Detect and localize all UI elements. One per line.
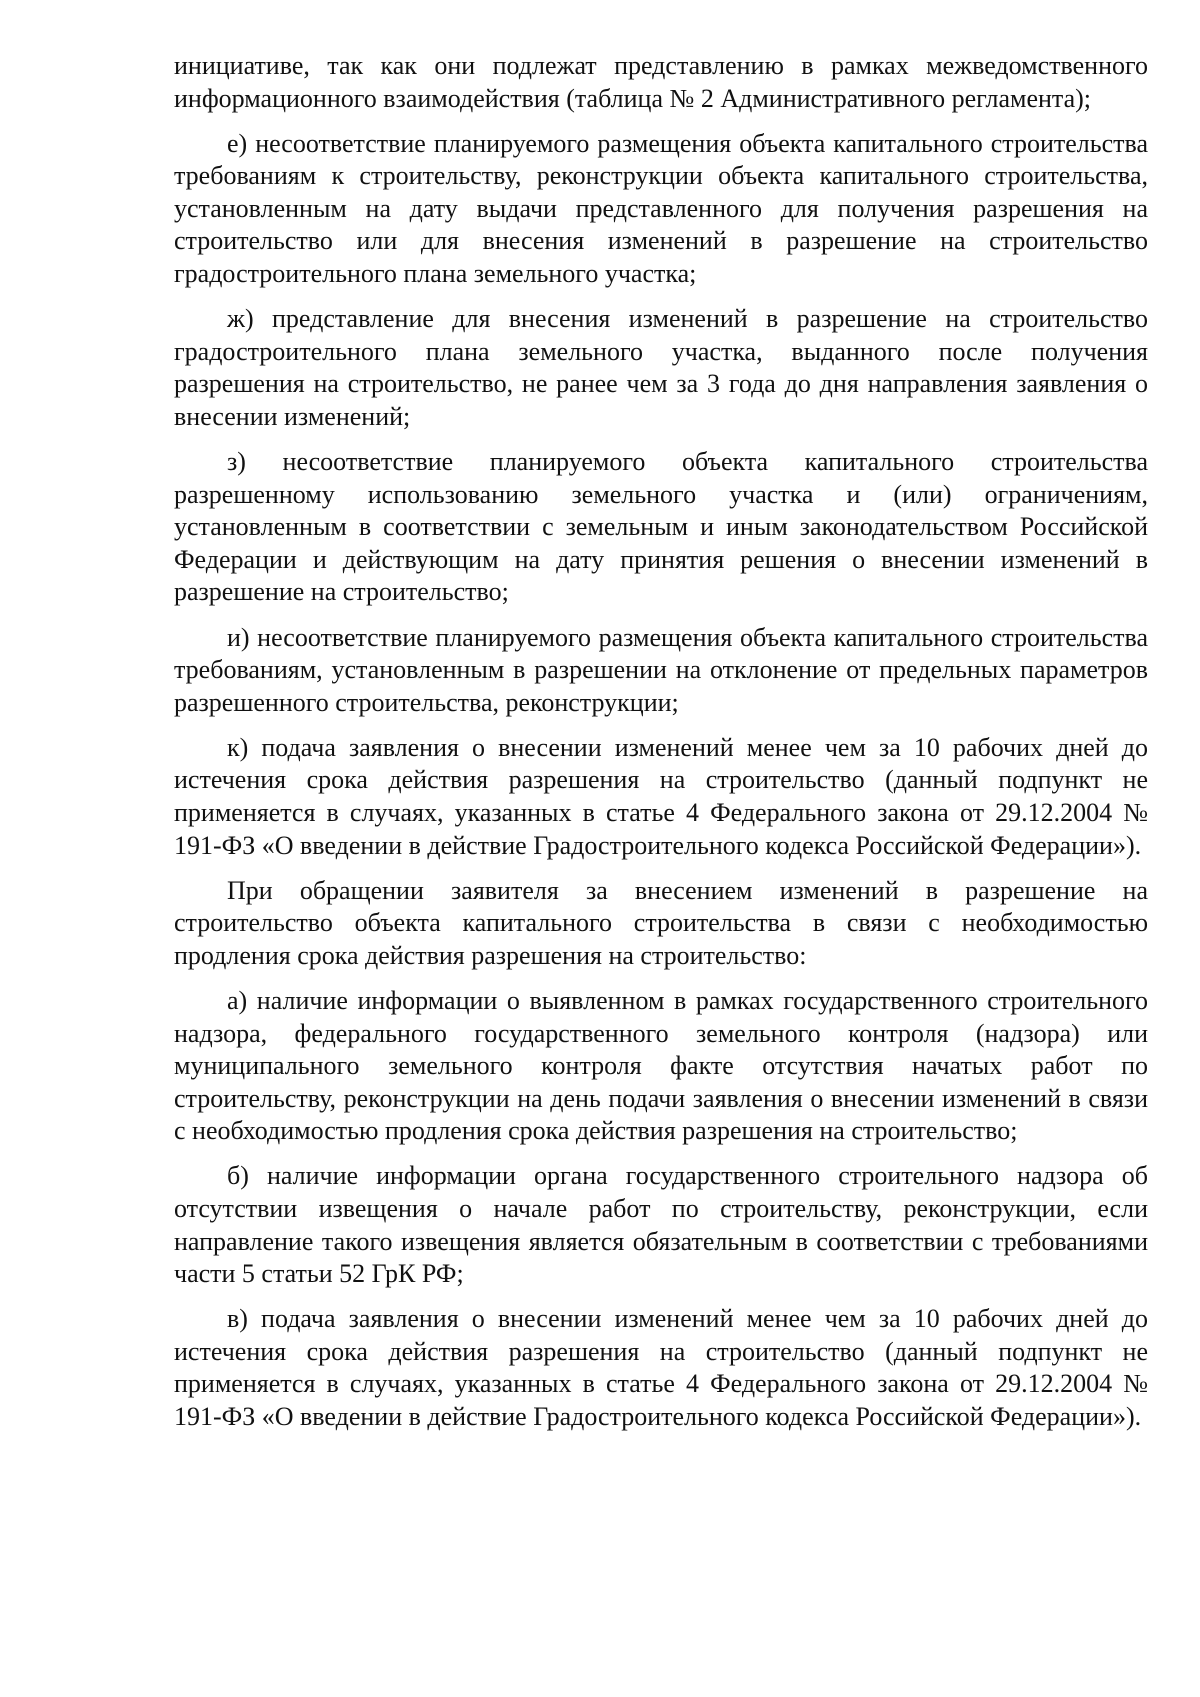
paragraph-item-k: к) подача заявления о внесении изменений менее чем за 10 рабочих дней до истечения срока действия разрешения на строительство (данный подпункт не применяется в случаях, указанных в статье 4 Федерального закона от 29.12.2004 № 191-ФЗ «О введении в действие Градостроительного кодекса Российской Федерации»).	[174, 732, 1148, 860]
paragraph-item-e: е) несоответствие планируемого размещения объекта капитального строительства требованиям к строительству, реконструкции объекта капитального строительства, установленным на дату выдачи представленного для получения разрешения на строительство или для внесения изменений в разрешение на строительство градостроительного плана земельного участка;	[174, 128, 1148, 289]
paragraph-item-z: з) несоответствие планируемого объекта капитального строительства разрешенному использованию земельного участка и (или) ограничениям, установленным в соответствии с земельным и иным законодательством Российской Федерации и действующим на дату принятия решения о внесении изменений в разрешение на строительство;	[174, 447, 1148, 607]
paragraph-item-i: и) несоответствие планируемого размещения объекта капитального строительства требованиям, установленным в разрешении на отклонение от предельных параметров разрешенного строительства, реконструкции;	[174, 622, 1148, 717]
paragraph-item-b: б) наличие информации органа государственного строительного надзора об отсутствии извещения о начале работ по строительству, реконструкции, если направление такого извещения является обязательным в соответствии с требованиями части 5 статьи 52 ГрК РФ;	[174, 1161, 1148, 1289]
paragraph-item-a: а) наличие информации о выявленном в рамках государственного строительного надзора, федерального государственного земельного контроля (надзора) или муниципального земельного контроля факте отсутствия начатых работ по строительству, реконструкции на день подачи заявления о внесении изменений в связи с необходимостью продления срока действия разрешения на строительство;	[174, 985, 1148, 1146]
paragraph-item-v: в) подача заявления о внесении изменений менее чем за 10 рабочих дней до истечения срока действия разрешения на строительство (данный подпункт не применяется в случаях, указанных в статье 4 Федерального закона от 29.12.2004 № 191-ФЗ «О введении в действие Градостроительного кодекса Российской Федерации»).	[174, 1304, 1148, 1432]
paragraph-continuation: инициативе, так как они подлежат представлению в рамках межведомственного информационного взаимодействия (таблица № 2 Административного регламента);	[174, 51, 1148, 113]
document-page	[174, 50, 1148, 1446]
paragraph-extension-intro: При обращении заявителя за внесением изменений в разрешение на строительство объекта капитального строительства в связи с необходимостью продления срока действия разрешения на строительство:	[174, 875, 1148, 970]
paragraph-item-zh: ж) представление для внесения изменений в разрешение на строительство градостроительного плана земельного участка, выданного после получения разрешения на строительство, не ранее чем за 3 года до дня направления заявления о внесении изменений;	[174, 304, 1148, 431]
